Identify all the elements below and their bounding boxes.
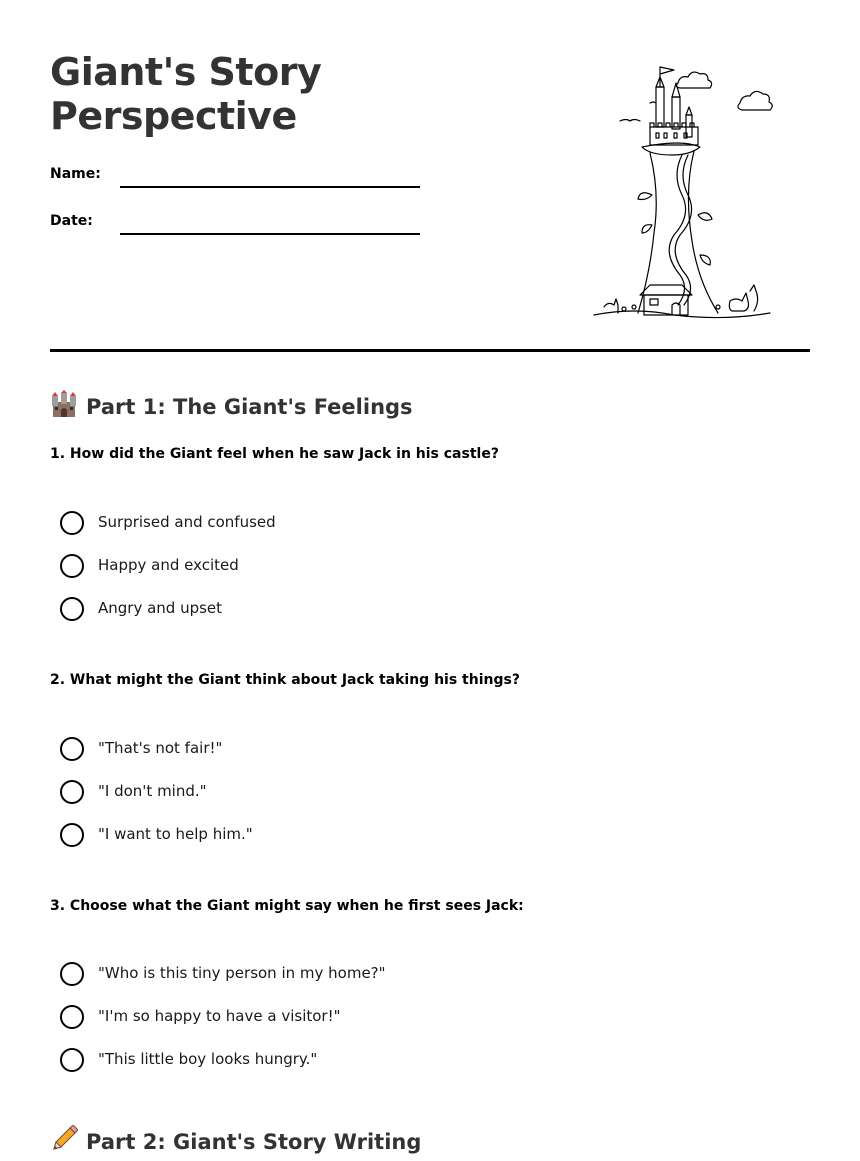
name-field	[50, 166, 430, 190]
q1-option-1[interactable]	[60, 511, 560, 537]
q2-option-2[interactable]	[60, 780, 560, 806]
beanstalk-castle-icon	[590, 55, 790, 325]
page-title: Giant's Story Perspective	[50, 50, 322, 138]
name-input-line[interactable]	[120, 186, 420, 188]
option-label: "I want to help him."	[98, 825, 253, 843]
part-2-heading	[50, 1125, 421, 1154]
date-input-line[interactable]	[120, 233, 420, 235]
radio-button[interactable]	[60, 511, 84, 535]
radio-button[interactable]	[60, 962, 84, 986]
date-label: Date:	[50, 213, 93, 229]
q2-option-3[interactable]	[60, 823, 560, 849]
option-label: "That's not fair!"	[98, 739, 223, 757]
radio-button[interactable]	[60, 780, 84, 804]
option-label: "Who is this tiny person in my home?"	[98, 964, 386, 982]
q3-option-3[interactable]	[60, 1048, 560, 1074]
option-label: Surprised and confused	[98, 513, 276, 531]
q3-option-1[interactable]	[60, 962, 560, 988]
part-2-heading-text: Part 2: Giant's Story Writing	[86, 1130, 422, 1154]
radio-button[interactable]	[60, 823, 84, 847]
part-1-heading-text: Part 1: The Giant's Feelings	[86, 395, 413, 419]
name-label: Name:	[50, 166, 101, 182]
option-label: Angry and upset	[98, 599, 223, 617]
question-2: 2. What might the Giant think about Jack taking his things?	[50, 672, 520, 688]
radio-button[interactable]	[60, 1048, 84, 1072]
part-1-heading	[50, 390, 413, 419]
option-label: Happy and excited	[98, 556, 239, 574]
radio-button[interactable]	[60, 597, 84, 621]
option-label: "I'm so happy to have a visitor!"	[98, 1007, 341, 1025]
q1-option-3[interactable]	[60, 597, 560, 623]
question-3: 3. Choose what the Giant might say when he first sees Jack:	[50, 898, 524, 914]
question-1: 1. How did the Giant feel when he saw Jack in his castle?	[50, 446, 499, 462]
option-label: "I don't mind."	[98, 782, 207, 800]
q2-option-1[interactable]	[60, 737, 560, 763]
castle-icon	[50, 390, 78, 418]
option-label: "This little boy looks hungry."	[98, 1050, 318, 1068]
header-divider	[50, 349, 810, 352]
radio-button[interactable]	[60, 737, 84, 761]
date-field	[50, 213, 430, 237]
radio-button[interactable]	[60, 554, 84, 578]
pencil-icon	[50, 1125, 78, 1153]
q1-option-2[interactable]	[60, 554, 560, 580]
radio-button[interactable]	[60, 1005, 84, 1029]
q3-option-2[interactable]	[60, 1005, 560, 1031]
